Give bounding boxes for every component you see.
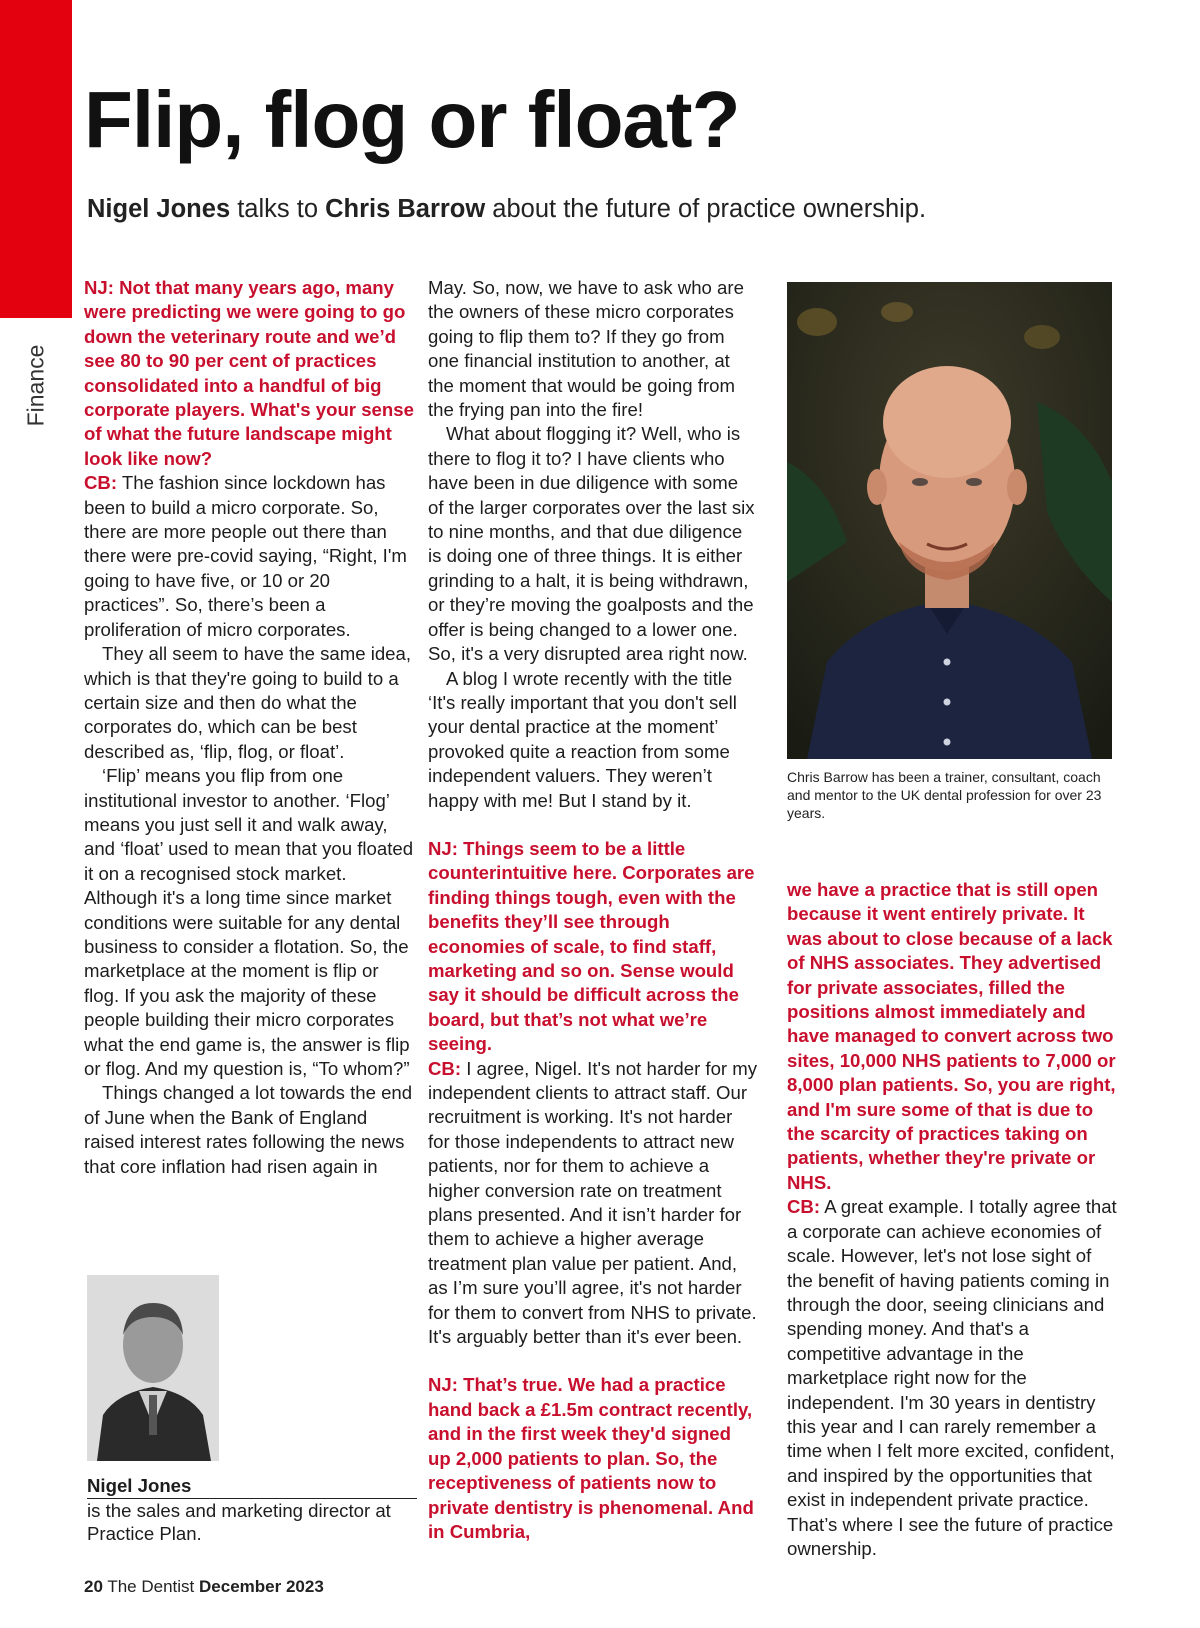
publication-name: The Dentist <box>107 1577 195 1596</box>
answer-speaker-label: CB: <box>428 1057 462 1079</box>
nigel-jones-photo <box>87 1275 219 1461</box>
portrait-image <box>787 282 1112 759</box>
portrait-image <box>87 1275 219 1461</box>
answer-speaker-label: CB: <box>84 472 118 494</box>
article-column-3 <box>787 878 1122 1561</box>
standfirst-interviewee: Chris Barrow <box>325 195 486 223</box>
bio-text: is the sales and marketing director at Practice Plan. <box>87 1500 391 1544</box>
answer-paragraph <box>787 1195 1122 1561</box>
article-column-2 <box>428 276 758 1544</box>
body-paragraph: Things changed a lot towards the end of June when the Bank of England raised interest rates following the news that core inflation had risen again in <box>84 1082 413 1177</box>
answer-paragraph <box>84 471 414 642</box>
standfirst-mid: talks to <box>230 195 326 223</box>
article-column-1 <box>84 276 414 1179</box>
chris-barrow-photo <box>787 282 1112 759</box>
question-2: NJ: Things seem to be a little counterintuitive here. Corporates are finding things tough, even with the benefits they’ll see through economies of scale, to find staff, marketing and so on. Sense would say it should be difficult across the board, but that’s not what we’re seeing. <box>428 837 755 1055</box>
body-paragraph: ‘Flip’ means you flip from one institutional investor to another. ‘Flog’ means you just sell it and walk away, and ‘float’ used to mean that you floated it on a recognised stock market. Although it's a long time since market conditions were suitable for any dental business to consider a flotation. So, the marketplace at the moment is flip or flog. If you ask the majority of these people building their micro corporates what the end game is, the answer is flip or flog. And my question is, “To whom?” <box>84 765 414 1079</box>
answer-text: The fashion since lockdown has been to build a micro corporate. So, there are more people out there than there were pre-covid saying, “Right, I'm going to have five, or 10 or 20 practices”. So, there’s been a proliferation of micro corporates. <box>84 472 407 640</box>
article-standfirst <box>87 195 926 224</box>
photo-caption: Chris Barrow has been a trainer, consultant, coach and mentor to the UK dental profession for over 23 years. <box>787 769 1102 821</box>
body-paragraph: A blog I wrote recently with the title ‘It's really important that you don't sell your dental practice at the moment’ provoked quite a reaction from some independent valuers. They weren’t happy with me! But I stand by it. <box>428 667 737 811</box>
issue-date: December 2023 <box>199 1577 324 1596</box>
section-label-text: Finance <box>22 344 49 426</box>
body-paragraph: They all seem to have the same idea, which is that they're going to build to a certain size and then do what the corporates do, which can be best described as, ‘flip, flog, or float’. <box>84 643 412 762</box>
question-1: NJ: Not that many years ago, many were predicting we were going to go down the veterinary route and we’d see 80 to 90 per cent of practices consolidated into a handful of big corporate players. What's your sense of what the future landscape might look like now? <box>84 277 414 469</box>
section-label <box>6 335 66 435</box>
answer-paragraph <box>428 1057 758 1350</box>
standfirst-interviewer: Nigel Jones <box>87 195 231 223</box>
question-3-continued: we have a practice that is still open because it went entirely private. It was about to close because of a lack of NHS associates. They advertised for private associates, filled the positions almost immediately and have managed to convert across two sites, 10,000 NHS patients to 7,000 or 8,000 plan patients. So, you are right, and I'm sure some of that is due to the scarcity of practices taking on patients, whether they're private or NHS. <box>787 879 1116 1193</box>
page-footer <box>84 1577 324 1597</box>
body-paragraph: What about flogging it? Well, who is there to flog it to? I have clients who have been in due diligence with some of the larger corporates over the last six to nine months, and that due diligence is doing one of three things. It is either grinding to a halt, it is being withdrawn, or they’re moving the goalposts and the offer is being changed to a lower one. So, it's a very disrupted area right now. <box>428 423 755 665</box>
body-paragraph: May. So, now, we have to ask who are the owners of these micro corporates going to flip them to? If they go from one financial institution to another, at the moment that would be going from the frying pan into the fire! <box>428 277 744 421</box>
answer-text: A great example. I totally agree that a corporate can achieve economies of scale. However, let's not lose sight of the benefit of having patients coming in through the door, seeing clinicians and spending money. And that's a competitive advantage in the marketplace right now for the independent. I'm 30 years in dentistry this year and I can rarely remember a time when I felt more excited, confident, and inspired by the opportunities that exist in independent private practice. That’s where I see the future of practice ownership. <box>787 1196 1117 1559</box>
question-3: NJ: That’s true. We had a practice hand back a £1.5m contract recently, and in the first week they'd signed up 2,000 patients to plan. So, the receptiveness of patients now to private dentistry is phenomenal. And in Cumbria, <box>428 1374 754 1542</box>
standfirst-rest: about the future of practice ownership. <box>485 195 927 223</box>
page-number: 20 <box>84 1577 103 1596</box>
answer-text: I agree, Nigel. It's not harder for my independent clients to attract staff. Our recruitment is working. It's not harder for those independents to attract new patients, nor for them to achieve a higher conversion rate on treatment plans presented. And it isn’t harder for them to achieve a higher average treatment plan value per patient. And, as I’m sure you’ll agree, it's not harder for them to convert from NHS to private. It's arguably better than it's ever been. <box>428 1057 758 1348</box>
section-color-bar <box>0 0 72 318</box>
article-headline: Flip, flog or float? <box>84 75 740 164</box>
author-bio <box>87 1474 417 1545</box>
answer-speaker-label: CB: <box>787 1196 821 1218</box>
bio-name: Nigel Jones <box>87 1474 417 1499</box>
